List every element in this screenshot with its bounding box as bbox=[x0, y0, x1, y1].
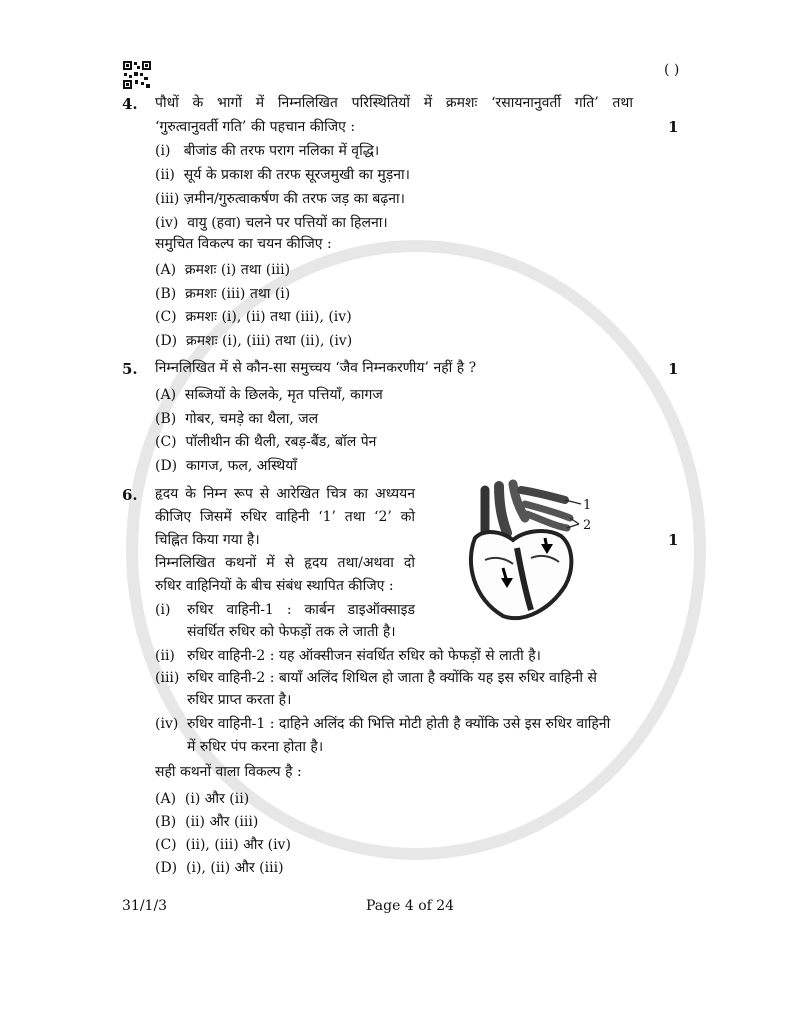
q6-item2-line1: रुधिर वाहिनी-2 : यह ऑक्सीजन संवर्धित रुधिर को फेफड़ों से लाती है। bbox=[187, 648, 541, 664]
q6-stem-line4: निम्नलिखित कथनों में से हृदय तथा/अथवा दो bbox=[155, 555, 415, 571]
q6-item3-label: (iii) bbox=[155, 670, 180, 686]
q5-option-c: (C) पॉलीथीन की थैली, रबड़-बैंड, बॉल पेन bbox=[155, 434, 377, 450]
page-number: Page 4 of 24 bbox=[366, 898, 455, 914]
qr-code-icon bbox=[122, 60, 152, 90]
q6-item4-label: (iv) bbox=[155, 716, 179, 732]
q4-item-4: (iv) वायु (हवा) चलने पर पत्तियों का हिलना। bbox=[155, 215, 388, 231]
paper-code: 31/1/3 bbox=[122, 898, 168, 914]
q4-item-3: (iii) ज़मीन/गुरुत्वाकर्षण की तरफ जड़ का बढ़ना। bbox=[155, 191, 405, 207]
q6-item3-line1: रुधिर वाहिनी-2 : बायाँ अलिंद शिथिल हो जाता है क्योंकि यह इस रुधिर वाहिनी से bbox=[187, 670, 597, 686]
header-paren: ( ) bbox=[664, 62, 680, 78]
q4-option-c: (C) क्रमशः (i), (ii) तथा (iii), (iv) bbox=[155, 309, 352, 325]
q6-marks: 1 bbox=[668, 531, 679, 549]
q5-number: 5. bbox=[122, 360, 138, 378]
q6-item1-line2: संवर्धित रुधिर को फेफड़ों तक ले जाती है। bbox=[187, 624, 396, 640]
q5-option-b: (B) गोबर, चमड़े का थैला, जल bbox=[155, 411, 319, 427]
q4-item-1: (i) बीजांड की तरफ पराग नलिका में वृद्धि। bbox=[155, 143, 380, 159]
q6-item1-line1: रुधिर वाहिनी-1 : कार्बन डाइऑक्साइड bbox=[187, 602, 415, 618]
q4-number: 4. bbox=[122, 95, 138, 113]
q6-stem-line5: रुधिर वाहिनियों के बीच संबंध स्थापित कीजिए : bbox=[155, 578, 394, 594]
q4-stem-line2: ‘गुरुत्वानुवर्ती गति’ की पहचान कीजिए : bbox=[155, 119, 356, 135]
q6-stem-line3: चिह्नित किया गया है। bbox=[155, 532, 260, 548]
q4-prompt: समुचित विकल्प का चयन कीजिए : bbox=[155, 236, 332, 252]
q6-item4-line1: रुधिर वाहिनी-1 : दाहिने अलिंद की भित्ति मोटी होती है क्योंकि उसे इस रुधिर वाहिनी bbox=[187, 716, 611, 732]
q4-option-a: (A) क्रमशः (i) तथा (iii) bbox=[155, 262, 291, 278]
q6-option-b: (B) (ii) और (iii) bbox=[155, 814, 259, 830]
q5-option-d: (D) कागज, फल, अस्थियाँ bbox=[155, 458, 297, 474]
q5-marks: 1 bbox=[668, 360, 679, 378]
q4-marks: 1 bbox=[668, 118, 679, 136]
q4-stem-line1: पौधों के भागों में निम्नलिखित परिस्थितियों में क्रमशः ‘रसायनानुवर्ती गति’ तथा bbox=[155, 95, 633, 111]
q6-option-d: (D) (i), (ii) और (iii) bbox=[155, 860, 284, 876]
q4-item-2: (ii) सूर्य के प्रकाश की तरफ सूरजमुखी का मुड़ना। bbox=[155, 167, 410, 183]
q6-item1-label: (i) bbox=[155, 602, 171, 618]
q6-prompt: सही कथनों वाला विकल्प है : bbox=[155, 764, 302, 780]
q6-option-a: (A) (i) और (ii) bbox=[155, 791, 250, 807]
q6-item2-label: (ii) bbox=[155, 648, 175, 664]
heart-diagram bbox=[455, 478, 615, 623]
q6-item3-line2: रुधिर प्राप्त करता है। bbox=[187, 692, 292, 708]
q4-option-b: (B) क्रमशः (iii) तथा (i) bbox=[155, 286, 291, 302]
q6-option-c: (C) (ii), (iii) और (iv) bbox=[155, 837, 291, 853]
q6-item4-line2: में रुधिर पंप करना होता है। bbox=[187, 739, 324, 755]
q6-number: 6. bbox=[122, 486, 138, 504]
diagram-label-2: 2 bbox=[583, 518, 592, 533]
q6-stem-line2: कीजिए जिसमें रुधिर वाहिनी ‘1’ तथा ‘2’ को bbox=[155, 509, 415, 525]
q6-stem-line1: हृदय के निम्न रूप से आरेखित चित्र का अध्ययन bbox=[155, 486, 415, 502]
q4-option-d: (D) क्रमशः (i), (iii) तथा (ii), (iv) bbox=[155, 333, 353, 349]
diagram-label-1: 1 bbox=[583, 498, 592, 513]
q5-stem: निम्नलिखित में से कौन-सा समुच्चय ‘जैव निम्नकरणीय’ नहीं है ? bbox=[155, 360, 477, 376]
q5-option-a: (A) सब्जियों के छिलके, मृत पत्तियाँ, कागज bbox=[155, 387, 383, 403]
